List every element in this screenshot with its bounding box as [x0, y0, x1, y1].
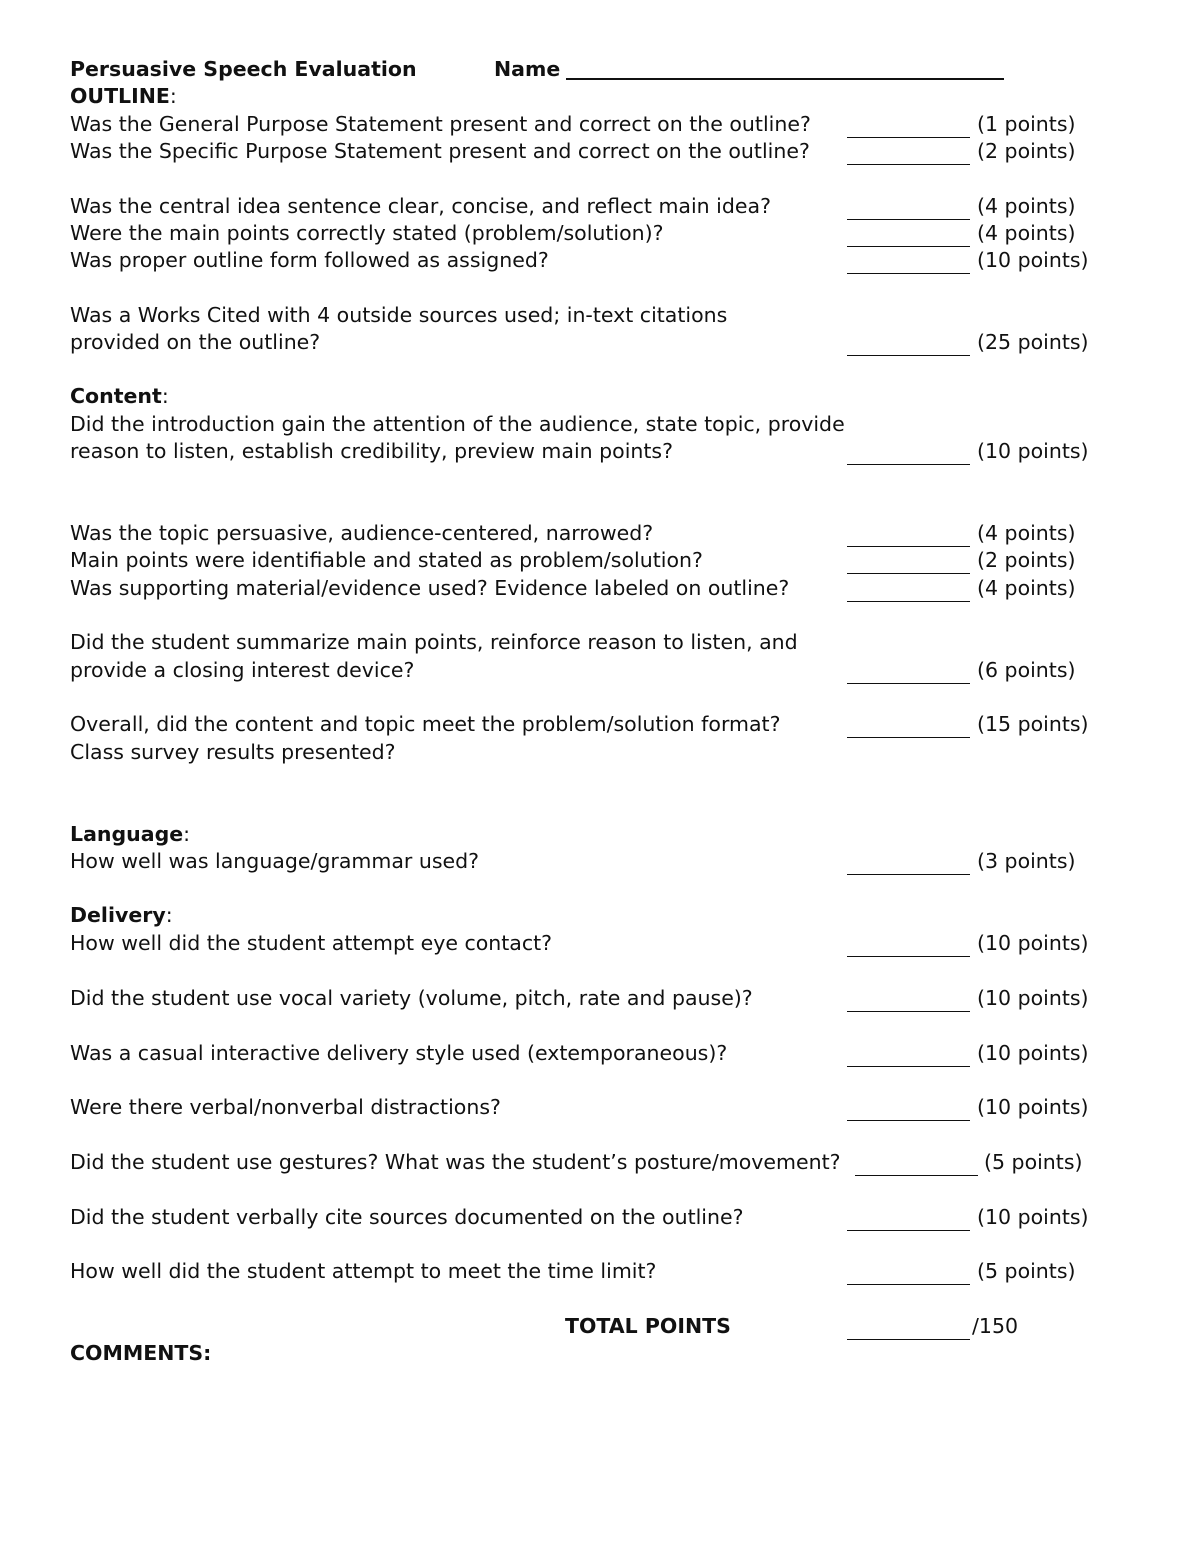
item-time-limit: How well did the student attempt to meet the time limit? [70, 1259, 657, 1283]
points-time-limit: (5 points) [977, 1259, 1076, 1283]
score-blank-eye-contact[interactable] [847, 930, 970, 957]
item-cite-sources: Did the student verbally cite sources documented on the outline? [70, 1205, 744, 1229]
points-outline-form: (10 points) [977, 248, 1089, 272]
section-language: Language: [70, 822, 191, 846]
points-general-purpose: (1 points) [977, 112, 1076, 136]
form-title: Persuasive Speech Evaluation [70, 57, 417, 81]
item-supporting-material: Was supporting material/evidence used? Evidence labeled on outline? [70, 576, 790, 600]
score-blank-specific-purpose[interactable] [847, 138, 970, 165]
section-content: Content: [70, 384, 169, 408]
score-blank-gestures[interactable] [855, 1149, 978, 1176]
score-blank-outline-form[interactable] [847, 247, 970, 274]
points-specific-purpose: (2 points) [977, 139, 1076, 163]
score-blank-introduction[interactable] [847, 438, 970, 465]
item-gestures: Did the student use gestures? What was the student’s posture/movement? [70, 1150, 841, 1174]
item-conclusion: Did the student summarize main points, reinforce reason to listen, and [70, 630, 798, 654]
item-delivery-style: Was a casual interactive delivery style used (extemporaneous)? [70, 1041, 728, 1065]
score-blank-conclusion[interactable] [847, 657, 970, 684]
points-main-points: (4 points) [977, 221, 1076, 245]
points-distractions: (10 points) [977, 1095, 1089, 1119]
points-language-grammar: (3 points) [977, 849, 1076, 873]
score-blank-main-points[interactable] [847, 220, 970, 247]
item-works-cited-cont: provided on the outline? [70, 330, 321, 354]
item-language-grammar: How well was language/grammar used? [70, 849, 480, 873]
points-topic-persuasive: (4 points) [977, 521, 1076, 545]
item-main-points: Were the main points correctly stated (problem/solution)? [70, 221, 664, 245]
score-blank-vocal-variety[interactable] [847, 985, 970, 1012]
item-overall-content: Overall, did the content and topic meet the problem/solution format? [70, 712, 781, 736]
score-blank-time-limit[interactable] [847, 1258, 970, 1285]
score-blank-works-cited[interactable] [847, 329, 970, 356]
points-cite-sources: (10 points) [977, 1205, 1089, 1229]
item-specific-purpose: Was the Specific Purpose Statement present and correct on the outline? [70, 139, 810, 163]
score-blank-overall-content[interactable] [847, 711, 970, 738]
points-introduction: (10 points) [977, 439, 1089, 463]
score-blank-distractions[interactable] [847, 1094, 970, 1121]
name-field[interactable] [566, 55, 1004, 80]
score-blank-delivery-style[interactable] [847, 1040, 970, 1067]
points-conclusion: (6 points) [977, 658, 1076, 682]
item-vocal-variety: Did the student use vocal variety (volume, pitch, rate and pause)? [70, 986, 753, 1010]
section-delivery: Delivery: [70, 903, 173, 927]
points-overall-content: (15 points) [977, 712, 1089, 736]
item-outline-form: Was proper outline form followed as assigned? [70, 248, 549, 272]
item-main-points-identifiable: Main points were identifiable and stated as problem/solution? [70, 548, 703, 572]
points-vocal-variety: (10 points) [977, 986, 1089, 1010]
score-blank-central-idea[interactable] [847, 193, 970, 220]
score-blank-main-points-identifiable[interactable] [847, 547, 970, 574]
item-central-idea: Was the central idea sentence clear, concise, and reflect main idea? [70, 194, 771, 218]
item-general-purpose: Was the General Purpose Statement present and correct on the outline? [70, 112, 811, 136]
points-main-points-identifiable: (2 points) [977, 548, 1076, 572]
total-score-blank[interactable] [847, 1313, 970, 1340]
item-conclusion-cont: provide a closing interest device? [70, 658, 415, 682]
item-works-cited: Was a Works Cited with 4 outside sources used; in-text citations [70, 303, 728, 327]
item-eye-contact: How well did the student attempt eye contact? [70, 931, 553, 955]
item-distractions: Were there verbal/nonverbal distractions? [70, 1095, 501, 1119]
points-eye-contact: (10 points) [977, 931, 1089, 955]
item-introduction: Did the introduction gain the attention of the audience, state topic, provide [70, 412, 845, 436]
comments-label: COMMENTS: [70, 1341, 212, 1365]
score-blank-language-grammar[interactable] [847, 848, 970, 875]
item-topic-persuasive: Was the topic persuasive, audience-centered, narrowed? [70, 521, 654, 545]
total-label: TOTAL POINTS [565, 1314, 731, 1338]
section-outline: OUTLINE: [70, 84, 177, 108]
points-central-idea: (4 points) [977, 194, 1076, 218]
total-max: /150 [972, 1314, 1019, 1338]
points-gestures: (5 points) [984, 1150, 1083, 1174]
points-supporting-material: (4 points) [977, 576, 1076, 600]
points-works-cited: (25 points) [977, 330, 1089, 354]
score-blank-topic-persuasive[interactable] [847, 520, 970, 547]
score-blank-cite-sources[interactable] [847, 1204, 970, 1231]
points-delivery-style: (10 points) [977, 1041, 1089, 1065]
item-introduction-cont: reason to listen, establish credibility, preview main points? [70, 439, 673, 463]
name-label: Name [494, 57, 561, 81]
score-blank-supporting-material[interactable] [847, 575, 970, 602]
item-overall-content-cont: Class survey results presented? [70, 740, 396, 764]
score-blank-general-purpose[interactable] [847, 111, 970, 138]
